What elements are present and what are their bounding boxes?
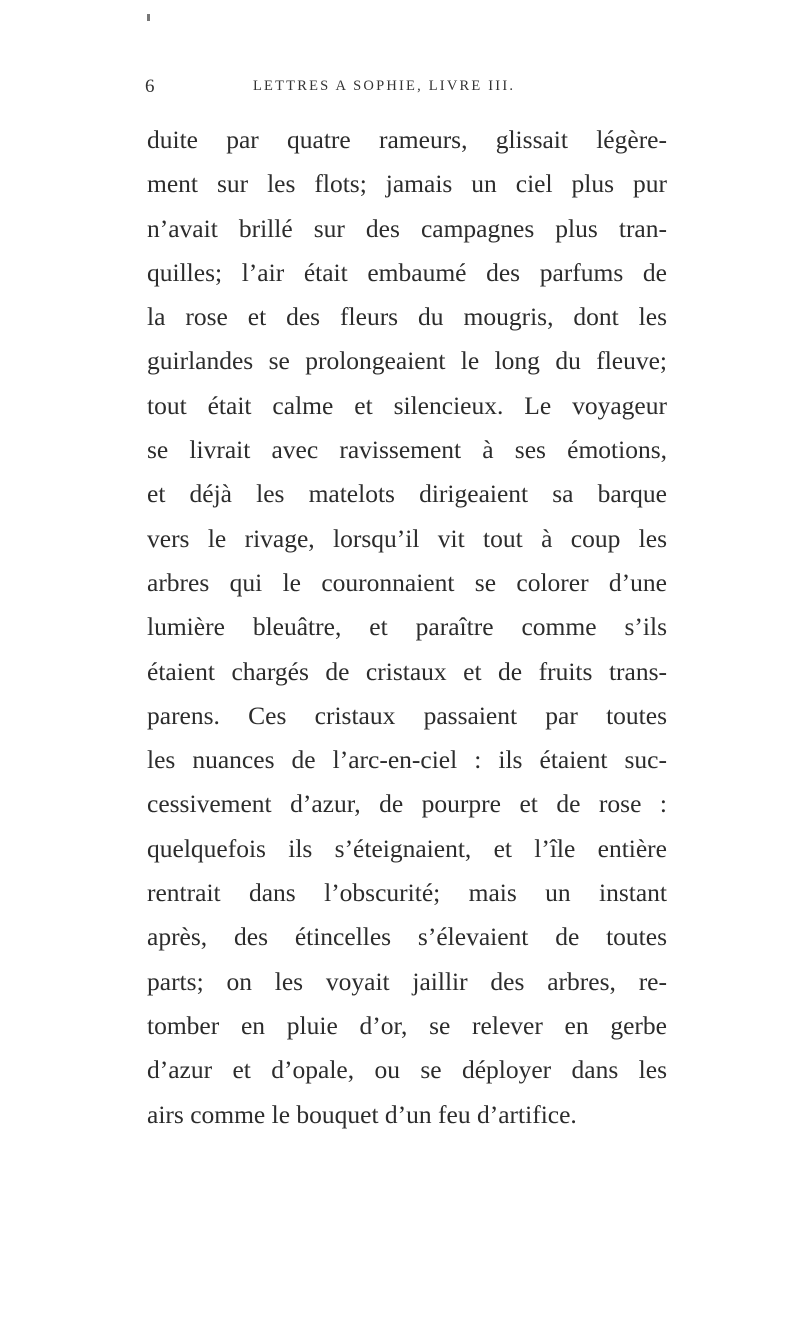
body-text — [147, 118, 667, 1137]
text-line: après, des étincelles s’élevaient de toutes — [147, 922, 667, 952]
text-line: rentrait dans l’obscurité; mais un instant — [147, 878, 667, 908]
text-line: arbres qui le couronnaient se colorer d’une — [147, 567, 667, 597]
text-line: parens. Ces cristaux passaient par toutes — [147, 700, 667, 730]
text-line: cessivement d’azur, de pourpre et de rose : — [147, 789, 667, 819]
page-header — [145, 76, 665, 100]
text-line: étaient chargés de cristaux et de fruits trans- — [147, 656, 667, 686]
text-line: n’avait brillé sur des campagnes plus tran- — [147, 213, 667, 243]
text-line: quilles; l’air était embaumé des parfums de — [147, 257, 667, 287]
text-line: les nuances de l’arc-en-ciel : ils étaient suc- — [147, 745, 667, 775]
text-line: d’azur et d’opale, ou se déployer dans les — [147, 1055, 667, 1085]
text-line: et déjà les matelots dirigeaient sa barque — [147, 479, 667, 509]
ink-speck — [147, 14, 150, 21]
page-number: 6 — [145, 76, 155, 97]
text-line: ment sur les flots; jamais un ciel plus pur — [147, 169, 667, 199]
text-line: se livrait avec ravissement à ses émotions, — [147, 435, 667, 465]
text-line: tomber en pluie d’or, se relever en gerbe — [147, 1010, 667, 1040]
text-line: parts; on les voyait jaillir des arbres, re- — [147, 966, 667, 996]
text-line: airs comme le bouquet d’un feu d’artifice. — [147, 1099, 577, 1129]
text-line: guirlandes se prolongeaient le long du fleuve; — [147, 346, 667, 376]
running-head: LETTRES A SOPHIE, LIVRE III. — [253, 78, 516, 94]
text-line: la rose et des fleurs du mougris, dont les — [147, 302, 667, 332]
text-line: duite par quatre rameurs, glissait légère- — [147, 125, 667, 154]
text-line: quelquefois ils s’éteignaient, et l’île entière — [147, 833, 667, 863]
text-line: lumière bleuâtre, et paraître comme s’ils — [147, 612, 667, 642]
text-line: vers le rivage, lorsqu’il vit tout à coup les — [147, 523, 667, 553]
text-line: tout était calme et silencieux. Le voyageur — [147, 390, 667, 420]
